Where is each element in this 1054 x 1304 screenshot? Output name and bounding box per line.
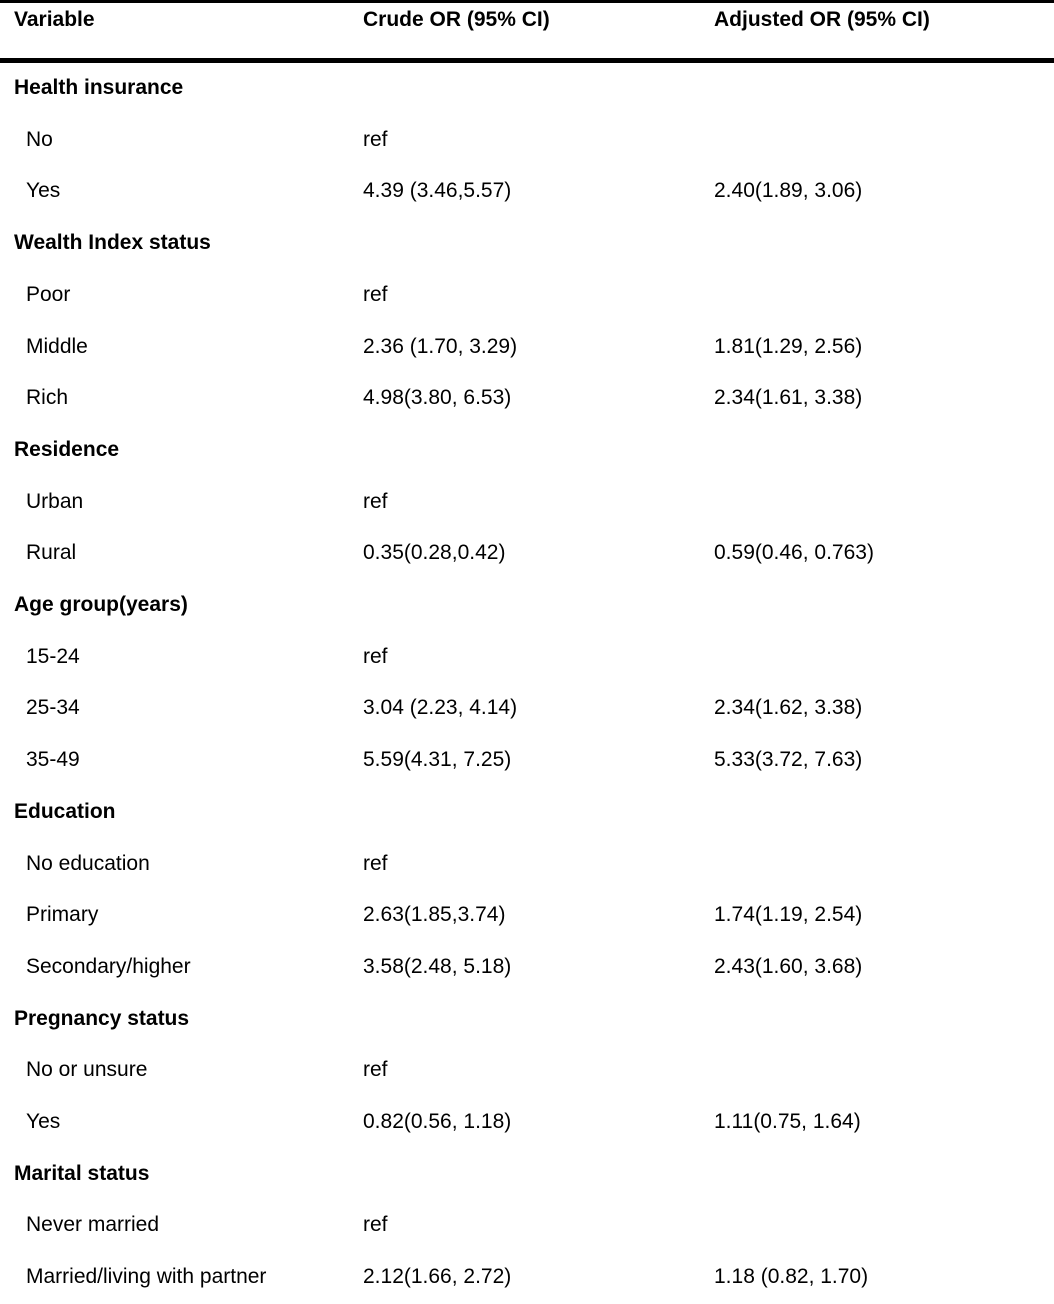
table-row bbox=[0, 632, 1054, 684]
table-row bbox=[0, 683, 1054, 735]
table-row bbox=[0, 373, 1054, 425]
adjusted-or-cell: 1.18 (0.82, 1.70) bbox=[714, 1265, 869, 1289]
group-heading-row bbox=[0, 787, 1054, 839]
table-row bbox=[0, 890, 1054, 942]
crude-or-cell: 3.04 (2.23, 4.14) bbox=[363, 696, 518, 720]
table-row bbox=[0, 166, 1054, 218]
header-adjusted-or: Adjusted OR (95% CI) bbox=[714, 8, 930, 31]
variable-label: 35-49 bbox=[26, 748, 80, 772]
variable-label: Secondary/higher bbox=[26, 954, 191, 978]
crude-or-cell: 4.39 (3.46,5.57) bbox=[363, 179, 512, 203]
adjusted-or-cell: 1.11(0.75, 1.64) bbox=[714, 1110, 861, 1133]
crude-or-cell: ref bbox=[363, 489, 388, 513]
group-label: Marital status bbox=[14, 1161, 150, 1185]
variable-label: Rural bbox=[26, 541, 77, 565]
crude-or-cell: 2.63(1.85,3.74) bbox=[363, 903, 506, 927]
group-label: Age group(years) bbox=[14, 593, 188, 616]
variable-label: Urban bbox=[26, 489, 84, 513]
crude-or-cell: ref bbox=[363, 1058, 388, 1082]
adjusted-or-cell: 2.34(1.62, 3.38) bbox=[714, 696, 863, 720]
variable-label: 25-34 bbox=[26, 696, 80, 720]
crude-or-cell: ref bbox=[363, 1213, 388, 1237]
variable-label: Middle bbox=[26, 334, 88, 358]
table-row bbox=[0, 528, 1054, 580]
group-label: Health insurance bbox=[14, 76, 184, 99]
variable-label: Rich bbox=[26, 386, 69, 410]
group-heading-row bbox=[0, 218, 1054, 270]
group-heading-row bbox=[0, 1149, 1054, 1201]
crude-or-cell: 2.36 (1.70, 3.29) bbox=[363, 334, 518, 358]
table-row bbox=[0, 270, 1054, 322]
crude-or-cell: 3.58(2.48, 5.18) bbox=[363, 954, 512, 978]
variable-label: Married/living with partner bbox=[26, 1265, 267, 1289]
crude-or-cell: ref bbox=[363, 851, 388, 875]
adjusted-or-cell: 2.34(1.61, 3.38) bbox=[714, 386, 863, 410]
adjusted-or-cell: 1.81(1.29, 2.56) bbox=[714, 334, 863, 358]
header-variable: Variable bbox=[14, 8, 95, 31]
header-crude-or: Crude OR (95% CI) bbox=[363, 8, 550, 31]
table-row bbox=[0, 1200, 1054, 1252]
table-row bbox=[0, 839, 1054, 891]
adjusted-or-cell: 1.74(1.19, 2.54) bbox=[714, 903, 863, 927]
table-row bbox=[0, 115, 1054, 167]
variable-label: No bbox=[26, 127, 53, 151]
variable-label: Poor bbox=[26, 282, 71, 306]
table-row bbox=[0, 477, 1054, 529]
crude-or-cell: 2.12(1.66, 2.72) bbox=[363, 1265, 512, 1289]
group-label: Pregnancy status bbox=[14, 1006, 190, 1030]
variable-label: Yes bbox=[26, 1110, 61, 1133]
group-label: Education bbox=[14, 799, 116, 823]
variable-label: Primary bbox=[26, 903, 99, 927]
group-heading-row bbox=[0, 63, 1054, 115]
group-label: Wealth Index status bbox=[14, 231, 211, 255]
group-heading-row bbox=[0, 580, 1054, 632]
adjusted-or-cell: 5.33(3.72, 7.63) bbox=[714, 748, 863, 772]
crude-or-cell: ref bbox=[363, 127, 388, 151]
table-row bbox=[0, 942, 1054, 994]
table-row bbox=[0, 322, 1054, 374]
adjusted-or-cell: 0.59(0.46, 0.763) bbox=[714, 541, 874, 565]
table-row bbox=[0, 1045, 1054, 1097]
table-row bbox=[0, 1252, 1054, 1304]
adjusted-or-cell: 2.43(1.60, 3.68) bbox=[714, 954, 863, 978]
crude-or-cell: 5.59(4.31, 7.25) bbox=[363, 748, 512, 772]
variable-label: 15-24 bbox=[26, 644, 80, 668]
group-label: Residence bbox=[14, 437, 120, 461]
table-header-row bbox=[0, 0, 1054, 58]
group-heading-row bbox=[0, 994, 1054, 1046]
variable-label: Yes bbox=[26, 179, 61, 203]
variable-label: No or unsure bbox=[26, 1058, 148, 1082]
crude-or-cell: 4.98(3.80, 6.53) bbox=[363, 386, 512, 410]
crude-or-cell: 0.35(0.28,0.42) bbox=[363, 541, 506, 565]
crude-or-cell: ref bbox=[363, 282, 388, 306]
group-heading-row bbox=[0, 425, 1054, 477]
variable-label: Never married bbox=[26, 1213, 160, 1237]
crude-or-cell: 0.82(0.56, 1.18) bbox=[363, 1110, 512, 1133]
adjusted-or-cell: 2.40(1.89, 3.06) bbox=[714, 179, 863, 203]
table-row bbox=[0, 1097, 1054, 1149]
variable-label: No education bbox=[26, 851, 150, 875]
table-row bbox=[0, 735, 1054, 787]
crude-or-cell: ref bbox=[363, 644, 388, 668]
